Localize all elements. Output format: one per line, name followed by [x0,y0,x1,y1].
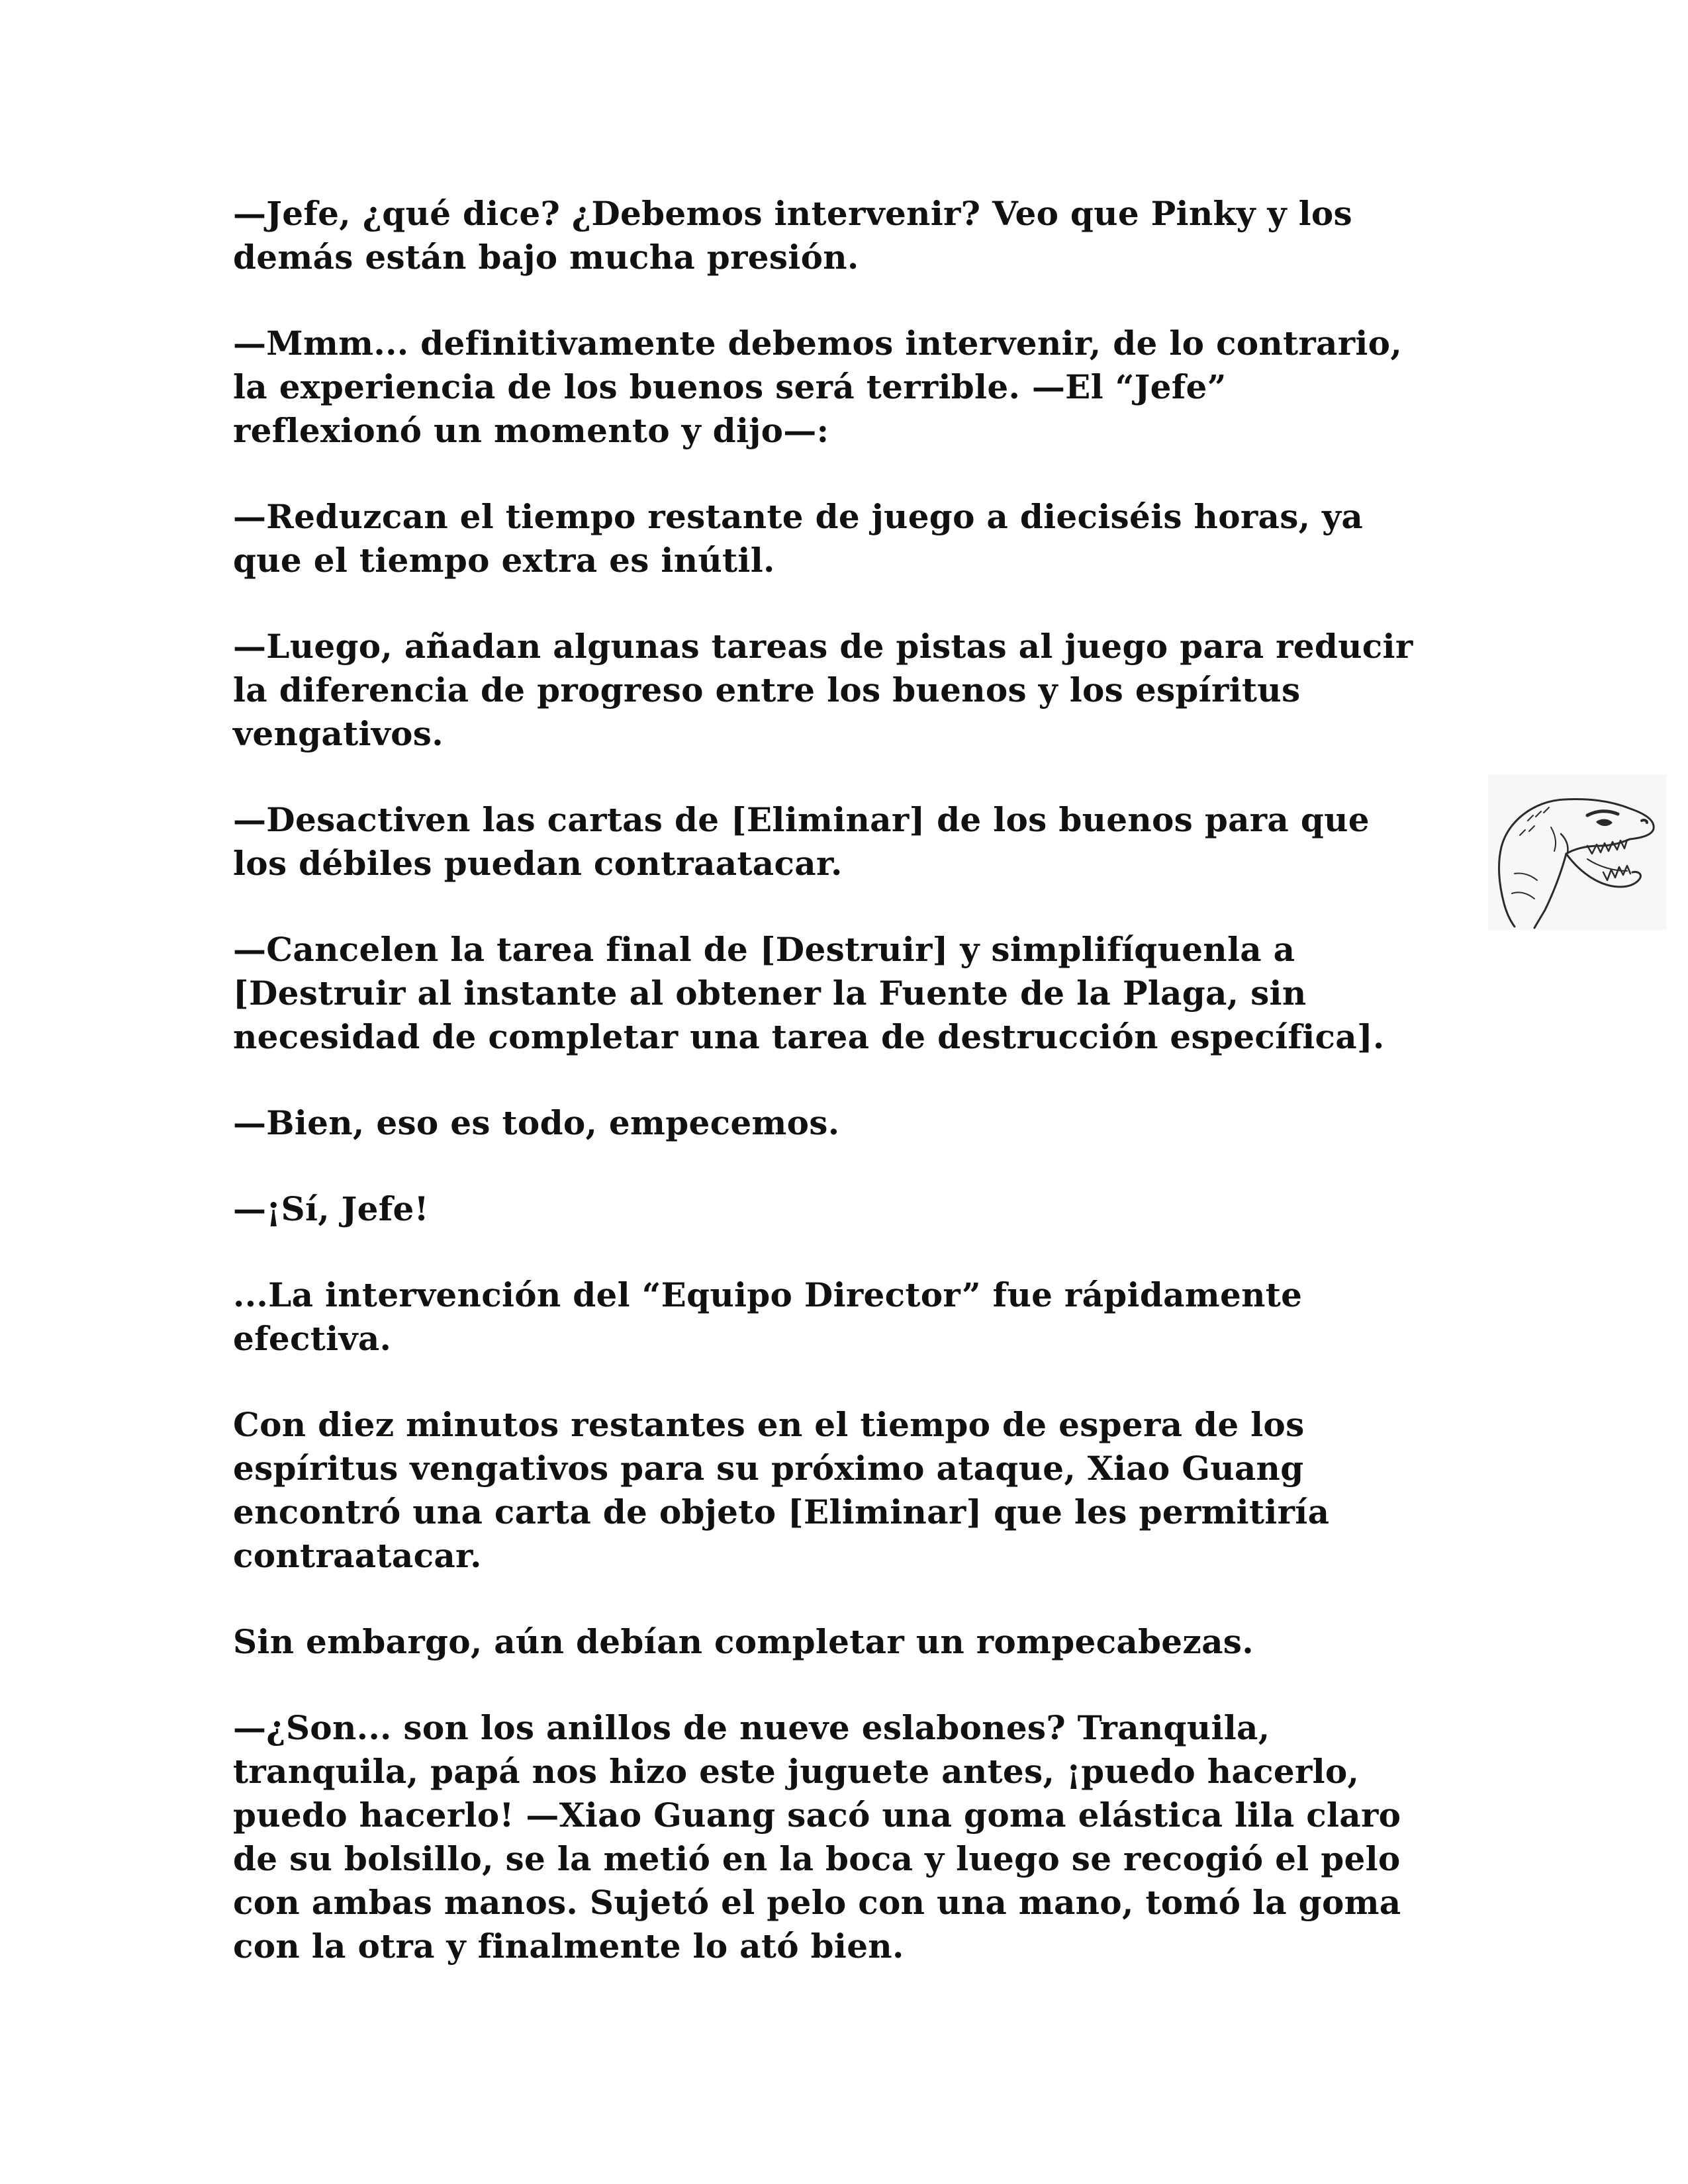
text-line: vengativos. [233,714,444,753]
paragraph [233,495,1491,582]
text-line: la experiencia de los buenos será terrible. —El “Jefe” [233,367,1227,406]
text-line: —Luego, añadan algunas tareas de pistas al juego para reducir [233,627,1413,666]
paragraph [233,798,1491,886]
text-line: la diferencia de progreso entre los buenos y los espíritus [233,670,1301,709]
text-line: —¡Sí, Jefe! [233,1189,429,1228]
text-line: —Cancelen la tarea final de [Destruir] y simplifíquenla a [233,930,1295,969]
text-line: de su bolsillo, se la metió en la boca y luego se recogió el pelo [233,1839,1401,1878]
paragraph [233,1101,1491,1145]
dinosaur-head-icon [1488,774,1667,930]
paragraph [233,192,1491,279]
paragraph [233,1403,1491,1578]
text-line: —Desactiven las cartas de [Eliminar] de los buenos para que [233,800,1370,839]
text-line: los débiles puedan contraatacar. [233,844,843,883]
text-line: —Bien, eso es todo, empecemos. [233,1103,840,1142]
text-line: necesidad de completar una tarea de destrucción específica]. [233,1017,1385,1056]
text-line: [Destruir al instante al obtener la Fuente de la Plaga, sin [233,974,1307,1013]
text-line: encontró una carta de objeto [Eliminar] que les permitiría [233,1492,1330,1531]
text-line: espíritus vengativos para su próximo ataque, Xiao Guang [233,1449,1304,1488]
text-line: reflexionó un momento y dijo—: [233,411,829,450]
paragraph [233,322,1491,453]
text-line: —Reduzcan el tiempo restante de juego a dieciséis horas, ya [233,497,1364,536]
text-line: —Jefe, ¿qué dice? ¿Debemos intervenir? Veo que Pinky y los [233,194,1352,233]
text-line: contraatacar. [233,1536,482,1575]
text-line: Sin embargo, aún debían completar un rompecabezas. [233,1622,1254,1661]
paragraph [233,928,1491,1059]
text-line: demás están bajo mucha presión. [233,238,859,277]
text-line: ...La intervención del “Equipo Director” fue rápidamente [233,1275,1303,1314]
paragraph [233,1620,1491,1664]
text-line: que el tiempo extra es inútil. [233,541,775,580]
paragraph [233,1706,1491,1968]
text-line: con la otra y finalmente lo ató bien. [233,1927,904,1966]
paragraph [233,1187,1491,1231]
text-line: puedo hacerlo! —Xiao Guang sacó una goma elástica lila claro [233,1796,1401,1835]
text-line: con ambas manos. Sujetó el pelo con una mano, tomó la goma [233,1883,1401,1922]
text-line: —Mmm... definitivamente debemos intervenir, de lo contrario, [233,324,1403,363]
text-line: —¿Son... son los anillos de nueve eslabones? Tranquila, [233,1708,1270,1747]
text-line: Con diez minutos restantes en el tiempo de espera de los [233,1405,1305,1444]
text-line: tranquila, papá nos hizo este juguete antes, ¡puedo hacerlo, [233,1752,1360,1791]
text-line: efectiva. [233,1319,392,1358]
paragraph [233,625,1491,756]
paragraph [233,1273,1491,1361]
document-body [233,192,1491,2011]
